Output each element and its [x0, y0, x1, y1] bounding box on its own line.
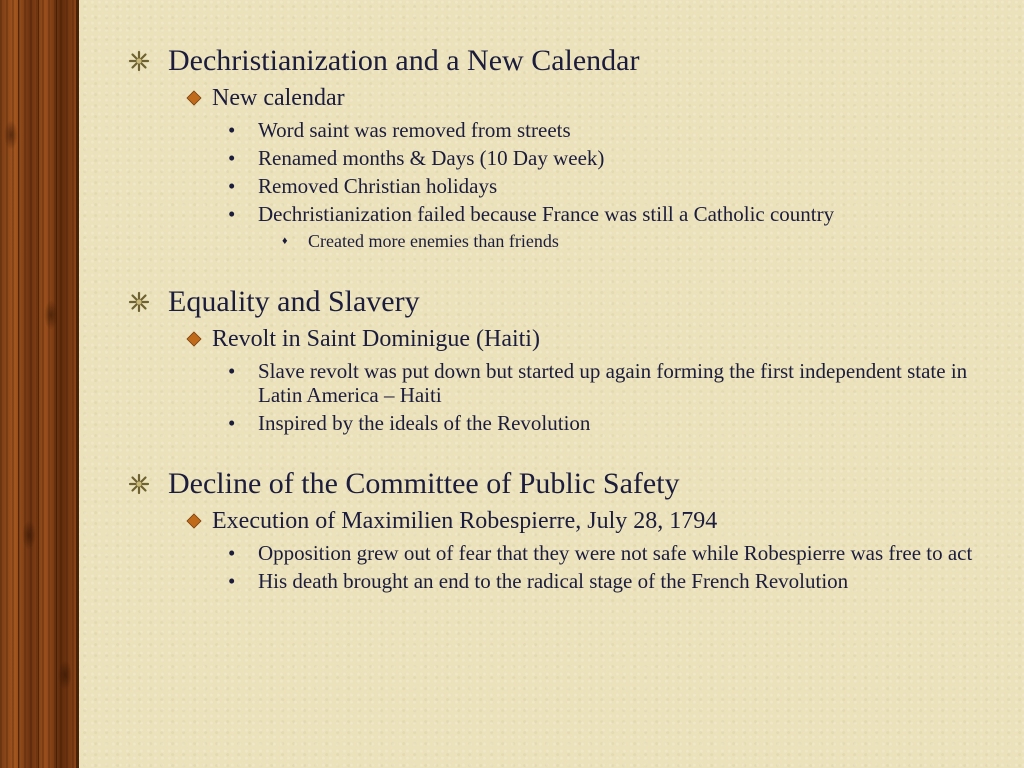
- section-committee-decline: [120, 463, 1000, 593]
- level2-item: [186, 82, 1000, 114]
- small-diamond-icon: ♦: [282, 235, 288, 247]
- bullet-text: His death brought an end to the radical stage of the French Revolution: [258, 569, 849, 593]
- slide-content: [120, 40, 1000, 621]
- level2-item: [186, 505, 1000, 537]
- bullet-point: [228, 569, 1000, 593]
- bullet-dot: •: [228, 569, 236, 593]
- subheading: Execution of Maximilien Robespierre, July 28, 1794: [212, 508, 718, 534]
- bullet-point: [228, 541, 1000, 565]
- diamond-icon: [186, 331, 212, 347]
- diamond-icon: [186, 513, 212, 529]
- bullet-text: Removed Christian holidays: [258, 174, 498, 198]
- section-title: Dechristianization and a New Calendar: [168, 44, 640, 77]
- asterisk-icon: [128, 469, 162, 499]
- level1-item: [120, 463, 1000, 505]
- section-equality-slavery: [120, 281, 1000, 435]
- sub-bullet-point: [282, 229, 1000, 253]
- bullet-dot: •: [228, 174, 236, 198]
- bullet-point: [228, 118, 1000, 142]
- bullet-text: Slave revolt was put down but started up again forming the first independent state in Latin America – Haiti: [258, 359, 968, 407]
- level1-item: [120, 281, 1000, 323]
- diamond-icon: [186, 90, 212, 106]
- level1-item: [120, 40, 1000, 82]
- bullet-text: Renamed months & Days (10 Day week): [258, 146, 605, 170]
- bullet-text: Inspired by the ideals of the Revolution: [258, 411, 591, 435]
- bullet-dot: •: [228, 541, 236, 565]
- asterisk-icon: [128, 287, 162, 317]
- bullet-dot: •: [228, 359, 236, 383]
- bullet-dot: •: [228, 202, 236, 226]
- subheading: New calendar: [212, 85, 345, 111]
- bullet-dot: •: [228, 146, 236, 170]
- bullet-dot: •: [228, 411, 236, 435]
- bullet-text: Word saint was removed from streets: [258, 118, 571, 142]
- section-dechristianization: [120, 40, 1000, 253]
- section-title: Equality and Slavery: [168, 285, 420, 318]
- sub-bullet-text: Created more enemies than friends: [308, 231, 559, 251]
- wood-border-decoration: [0, 0, 76, 768]
- bullet-text: Opposition grew out of fear that they were not safe while Robespierre was free to act: [258, 541, 973, 565]
- bullet-point: [228, 202, 1000, 226]
- section-title: Decline of the Committee of Public Safety: [168, 467, 680, 500]
- subheading: Revolt in Saint Dominigue (Haiti): [212, 326, 540, 352]
- bullet-dot: •: [228, 118, 236, 142]
- bullet-point: [228, 146, 1000, 170]
- wood-border-edge: [76, 0, 79, 768]
- bullet-point: [228, 411, 1000, 435]
- bullet-point: [228, 359, 1000, 407]
- bullet-point: [228, 174, 1000, 198]
- bullet-text: Dechristianization failed because France was still a Catholic country: [258, 202, 835, 226]
- level2-item: [186, 323, 1000, 355]
- asterisk-icon: [128, 46, 162, 76]
